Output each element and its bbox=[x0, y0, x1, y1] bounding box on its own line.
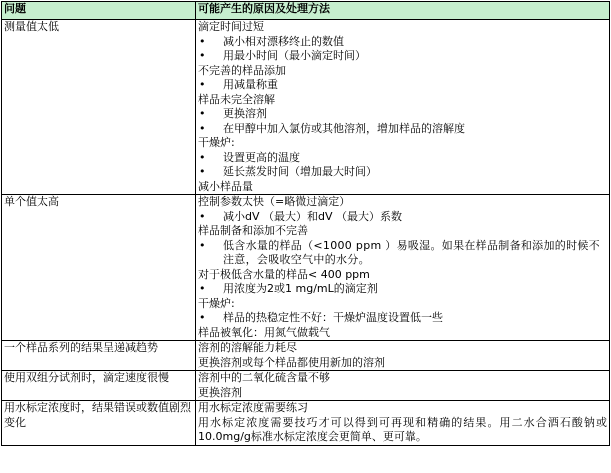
problem-cell: 单个值太高 bbox=[2, 195, 196, 341]
cause-line bbox=[198, 195, 607, 210]
bullet-item bbox=[198, 151, 607, 166]
line-text: 溶剂的溶解能力耗尽 bbox=[198, 341, 297, 354]
cause-line bbox=[198, 341, 607, 356]
bullet-icon: • bbox=[199, 78, 206, 91]
line-text: 更换溶剂 bbox=[223, 107, 267, 120]
line-text: 用水标定浓度需要技巧才可以得到可再现和精确的结果。用二水合酒石酸钠或10.0mg/g标准水标定浓度会更简单、更可靠。 bbox=[198, 415, 607, 443]
bullet-icon: • bbox=[199, 49, 206, 62]
table-row bbox=[2, 20, 610, 195]
line-text: 干燥炉: bbox=[198, 296, 235, 310]
cause-line bbox=[198, 326, 607, 341]
cause-cell bbox=[196, 195, 610, 341]
line-text: 用最小时间（最小滴定时间） bbox=[223, 49, 366, 62]
table-row bbox=[2, 341, 610, 371]
line-text: 控制参数太快（=略微过滴定） bbox=[198, 195, 351, 208]
line-text: 对于极低含水量的样品< 400 ppm bbox=[198, 267, 370, 281]
cause-line bbox=[198, 297, 607, 312]
bullet-item bbox=[198, 78, 607, 93]
problem-cell: 一个样品系列的结果呈递减趋势 bbox=[2, 341, 196, 371]
header-causes: 可能产生的原因及处理方法 bbox=[196, 2, 610, 20]
bullet-icon: • bbox=[199, 311, 206, 324]
cause-line bbox=[198, 224, 607, 239]
table-row bbox=[2, 371, 610, 401]
table-row bbox=[2, 195, 610, 341]
cause-line bbox=[198, 416, 607, 445]
bullet-icon: • bbox=[199, 282, 206, 295]
cause-line bbox=[198, 401, 607, 416]
line-text: 用浓度为2或1 mg/mL的滴定剂 bbox=[223, 282, 378, 295]
cause-cell bbox=[196, 341, 610, 371]
bullet-icon: • bbox=[199, 209, 206, 223]
line-text: 样品制备和添加不完善 bbox=[198, 224, 308, 237]
line-text: 不完善的样品添加 bbox=[198, 63, 286, 77]
line-text: 减小相对漂移终止的数值 bbox=[223, 34, 344, 48]
cause-line bbox=[198, 180, 607, 195]
cause-cell bbox=[196, 20, 610, 195]
line-text: 在甲醇中加入氯仿或其他溶剂，增加样品的溶解度 bbox=[223, 121, 465, 135]
cause-line bbox=[198, 20, 607, 35]
line-text: 用减量称重 bbox=[223, 78, 278, 91]
bullet-item bbox=[198, 107, 607, 122]
cause-cell bbox=[196, 371, 610, 401]
line-text: 更换溶剂或每个样品都使用新加的溶剂 bbox=[198, 355, 385, 369]
bullet-item bbox=[198, 210, 607, 225]
troubleshooting-table bbox=[1, 1, 610, 446]
line-text: 更换溶剂 bbox=[198, 385, 242, 399]
line-text: 干燥炉: bbox=[198, 136, 235, 149]
bullet-item bbox=[198, 35, 607, 50]
cause-line bbox=[198, 93, 607, 108]
line-text: 减小样品量 bbox=[198, 179, 253, 193]
bullet-icon: • bbox=[199, 165, 206, 178]
cause-line bbox=[198, 356, 607, 371]
line-text: 样品的热稳定性不好：干燥炉温度设置低一些 bbox=[223, 311, 443, 324]
cause-cell bbox=[196, 401, 610, 446]
bullet-icon: • bbox=[199, 150, 206, 164]
cause-line bbox=[198, 386, 607, 401]
table-body bbox=[2, 20, 610, 446]
bullet-icon: • bbox=[199, 121, 206, 135]
header-problem: 问题 bbox=[2, 2, 196, 20]
header-row bbox=[2, 2, 610, 20]
problem-cell: 测量值太低 bbox=[2, 20, 196, 195]
line-text: 样品未完全溶解 bbox=[198, 92, 275, 106]
bullet-icon: • bbox=[199, 107, 206, 120]
cause-line bbox=[198, 268, 607, 283]
bullet-icon: • bbox=[199, 34, 206, 48]
line-text: 滴定时间过短 bbox=[198, 20, 264, 33]
line-text: 延长蒸发时间（增加最大时间） bbox=[223, 165, 377, 178]
bullet-item bbox=[198, 311, 607, 326]
cause-line bbox=[198, 371, 607, 386]
bullet-item bbox=[198, 239, 607, 268]
line-text: 溶剂中的二氧化硫含量不够 bbox=[198, 371, 330, 384]
table-row bbox=[2, 401, 610, 446]
bullet-icon: • bbox=[199, 238, 206, 252]
problem-cell: 用水标定浓度时，结果错误或数值剧烈变化 bbox=[2, 401, 196, 446]
line-text: 低含水量的样品（<1000 ppm ）易吸湿。如果在样品制备和添加的时候不注意，会吸收空气中的水分。 bbox=[223, 238, 600, 266]
line-text: 用水标定浓度需要练习 bbox=[198, 401, 308, 414]
bullet-item bbox=[198, 49, 607, 64]
line-text: 减小dV （最大）和dV （最大）系数 bbox=[223, 209, 403, 223]
line-text: 设置更高的温度 bbox=[223, 150, 300, 164]
cause-line bbox=[198, 136, 607, 151]
bullet-item bbox=[198, 165, 607, 180]
line-text: 样品被氧化：用氮气做载气 bbox=[198, 325, 330, 339]
cause-line bbox=[198, 64, 607, 79]
bullet-item bbox=[198, 122, 607, 137]
problem-cell: 使用双组分试剂时，滴定速度很慢 bbox=[2, 371, 196, 401]
bullet-item bbox=[198, 282, 607, 297]
